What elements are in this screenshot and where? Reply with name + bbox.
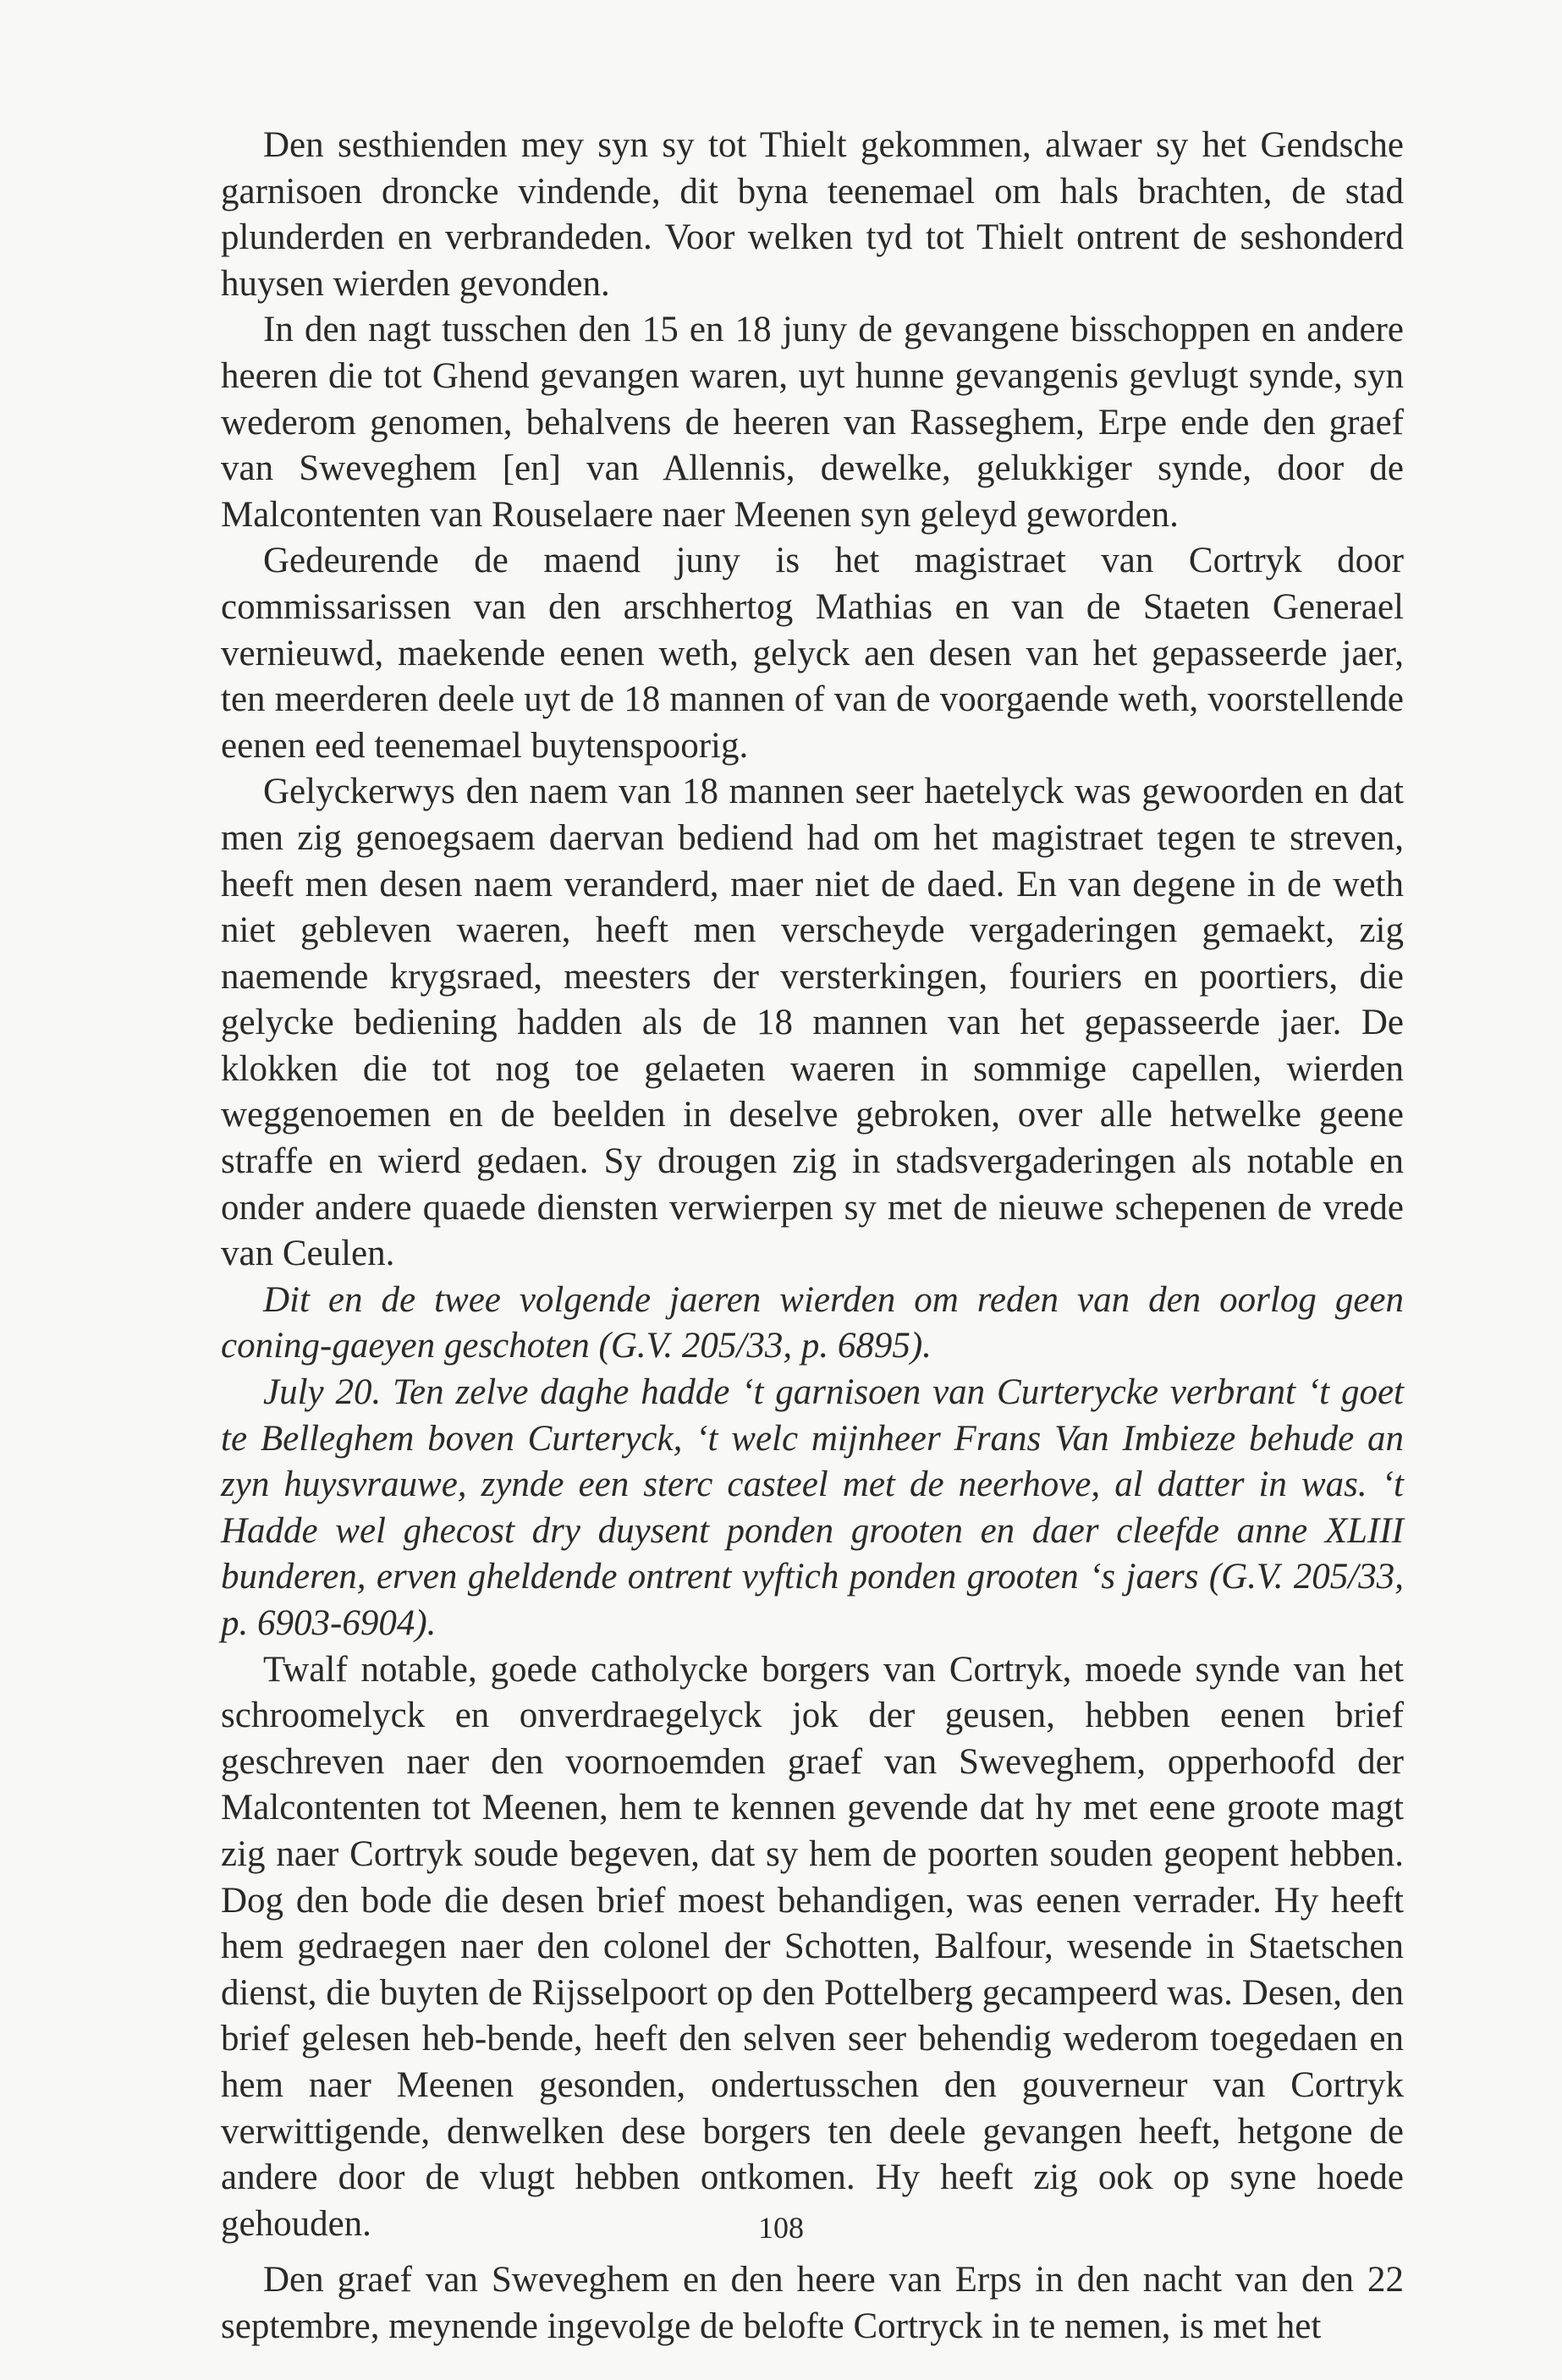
paragraph-quote-coninggaeyen: Dit en de twee volgende jaeren wierden om reden van den oorlog geen coning-gaeyen geschoten (G.V. 205/33, p. 6895). (221, 1279, 1404, 1366)
body-text (221, 123, 1404, 2350)
page-number: 108 (758, 2211, 804, 2245)
paragraph-thielt: Den sesthienden mey syn sy tot Thielt gekommen, alwaer sy het Gendsche garnisoen droncke vindende, dit byna teenemael om hals brachten, de stad plunderden en verbrandeden. Voor welken tyd tot Thielt ontrent de seshonderd huysen wierden gevonden. (221, 125, 1404, 304)
paragraph-sweveghem-night: Den graef van Sweveghem en den heere van Erps in den nacht van den 22 septembre, meynende ingevolge de belofte Cortryck in te nemen, is met het (221, 2260, 1404, 2346)
paragraph-eighteen-men: Gelyckerwys den naem van 18 mannen seer haetelyck was gewoorden en dat men zig genoegsaem daervan bediend had om het magistraet tegen te streven, heeft men desen naem veranderd, maer niet de daed. En van degene in de weth niet gebleven waeren, heeft men verscheyde vergaderingen gemaekt, zig naemende krygsraed, meesters der versterkingen, fouriers en poortiers, die gelycke bediening hadden als de 18 mannen van het gepasseerde jaer. De klokken die tot nog toe gelaeten waeren in sommige capellen, wierden weggenoemen en de beelden in deselve gebroken, over alle hetwelke geene straffe en wierd gedaen. Sy drougen zig in stadsvergaderingen als notable en onder andere quaede diensten verwierpen sy met de nieuwe schepenen de vrede van Ceulen. (221, 772, 1404, 1274)
paragraph-twelve-burghers: Twalf notable, goede catholycke borgers van Cortryk, moede synde van het schroomelyck en onverdraegelyck jok der geusen, hebben eenen brief geschreven naer den voornoemden graef van Sweveghem, opperhoofd der Malcontenten tot Meenen, hem te kennen gevende dat hy met eene groote magt zig naer Cortryk soude begeven, dat sy hem de poorten souden geopent hebben. Dog den bode die desen brief moest behandigen, was eenen verrader. Hy heeft hem gedraegen naer den colonel der Schotten, Balfour, wesende in Staetschen dienst, die buyten de Rijsselpoort op den Pottelberg gecampeerd was. Desen, den brief gelesen heb-bende, heeft den selven seer behendig wederom toegedaen en hem naer Meenen gesonden, ondertusschen den gouverneur van Cortryk verwittigende, denwelken dese borgers ten deele gevangen heeft, hetgone de andere door de vlugt hebben ontkomen. Hy heeft zig ook op syne hoede gehouden. (221, 1649, 1404, 2244)
paragraph-prisoners-escape: In den nagt tusschen den 15 en 18 juny de gevangene bisschoppen en andere heeren die tot Ghend gevangen waren, uyt hunne gevangenis gevlugt synde, syn wederom genomen, behalvens de heeren van Rasseghem, Erpe ende den graef van Sweveghem [en] van Allennis, dewelke, gelukkiger synde, door de Malcontenten van Rouselaere naer Meenen syn geleyd geworden. (221, 310, 1404, 535)
paragraph-magistrate-renewal: Gedeurende de maend juny is het magistraet van Cortryk door commissarissen van den arschhertog Mathias en van de Staeten Generael vernieuwd, maekende eenen weth, gelyck aen desen van het gepasseerde jaer, ten meerderen deele uyt de 18 mannen of van de voorgaende weth, voorstellende eenen eed teenemael buytenspoorig. (221, 541, 1404, 766)
paragraph-quote-july-20: July 20. Ten zelve daghe hadde ‘t garnisoen van Curterycke verbrant ‘t goet te Belleghem boven Curteryck, ‘t welc mijnheer Frans Van Imbieze behude an zyn huysvrauwe, zynde een sterc casteel met de neerhove, al datter in was. ‘t Hadde wel ghecost dry duysent ponden grooten en daer cleefde anne XLIII bunderen, erven gheldende ontrent vyftich ponden grooten ‘s jaers (G.V. 205/33, p. 6903-6904). (221, 1372, 1404, 1643)
